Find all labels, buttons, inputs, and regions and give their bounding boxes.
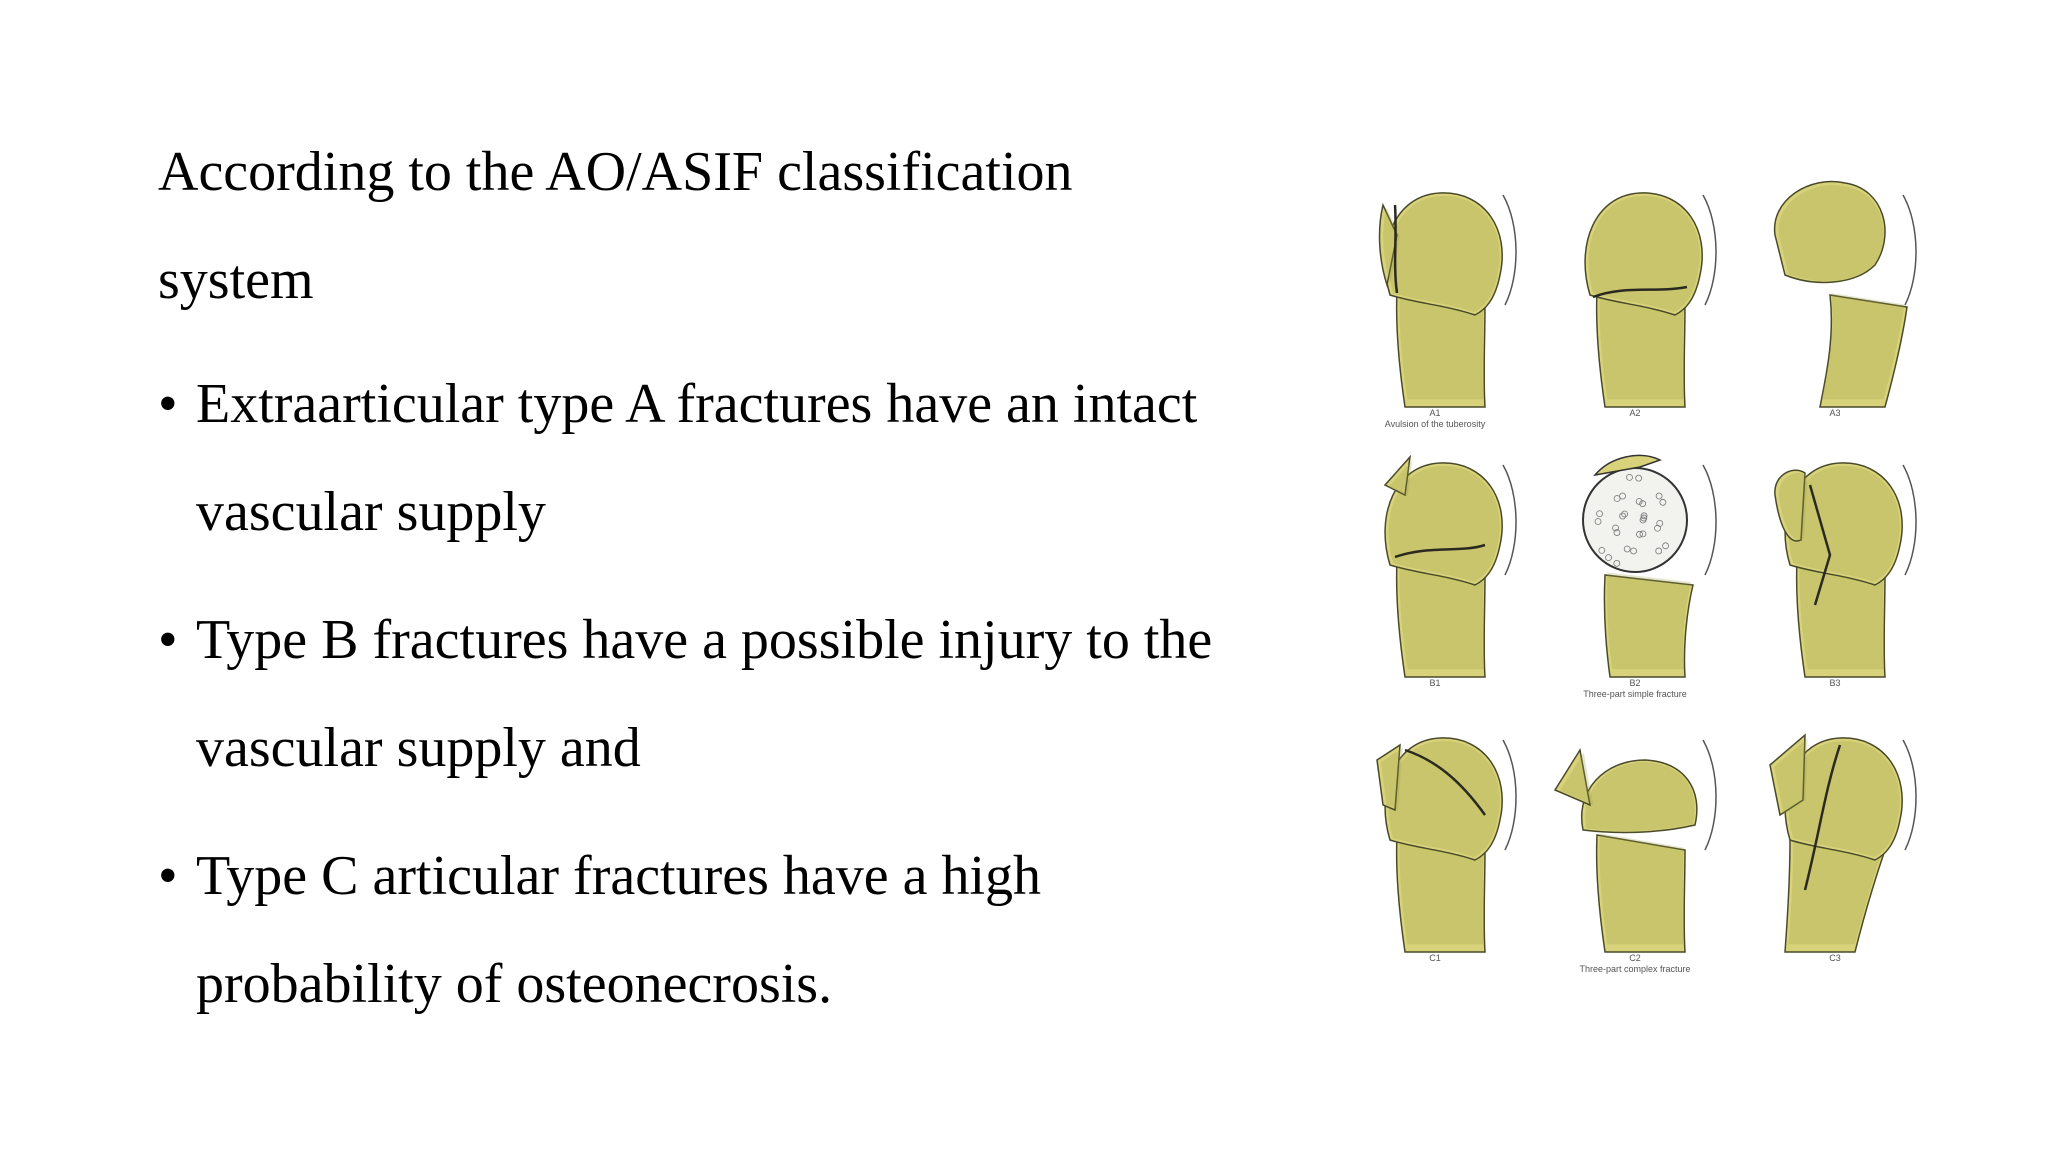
intro-line-2: system	[158, 249, 314, 311]
bullet-type-c	[158, 822, 1318, 1038]
humeral-head-fragment	[1583, 468, 1687, 572]
fracture-classification-figure	[1335, 175, 1935, 995]
fracture-code-label: B2	[1629, 678, 1641, 688]
fracture-code-label: B1	[1429, 678, 1441, 688]
fracture-type-c3	[1735, 720, 1935, 985]
joint-capsule-line	[1903, 195, 1916, 305]
bullet-line-2: vascular supply and	[196, 717, 641, 779]
bullet-marker: •	[158, 845, 178, 907]
bullet-line-1: Type B fractures have a possible injury to the	[196, 609, 1213, 671]
humerus-illustration	[1535, 445, 1735, 685]
bullet-type-a	[158, 350, 1318, 566]
joint-capsule-line	[1503, 465, 1516, 575]
bone-shading	[1600, 833, 1684, 944]
fracture-type-a3	[1735, 175, 1935, 440]
intro-paragraph	[158, 118, 1318, 334]
bone-shading	[1779, 473, 1808, 540]
fracture-type-b3	[1735, 445, 1935, 710]
fracture-code-label: A3	[1829, 408, 1841, 418]
joint-capsule-line	[1703, 465, 1716, 575]
humerus-illustration	[1335, 720, 1535, 960]
fracture-caption: Three-part simple fracture	[1583, 689, 1687, 699]
fracture-code-label: A1	[1429, 408, 1441, 418]
humerus-illustration	[1335, 445, 1535, 685]
joint-capsule-line	[1903, 740, 1916, 850]
joint-capsule-line	[1703, 195, 1716, 305]
humerus-illustration	[1735, 445, 1935, 685]
fracture-caption: Three-part complex fracture	[1579, 964, 1691, 974]
bullet-line-2: probability of osteonecrosis.	[196, 953, 833, 1015]
fracture-code-label: C1	[1429, 953, 1441, 963]
fracture-type-b1	[1335, 445, 1535, 710]
intro-line-1: According to the AO/ASIF classification	[158, 141, 1073, 203]
fracture-type-b2	[1535, 445, 1735, 710]
humerus-illustration	[1735, 720, 1935, 960]
fracture-type-c1	[1335, 720, 1535, 985]
bullet-list	[158, 350, 1318, 1038]
fracture-type-c2	[1535, 720, 1735, 985]
bone-shading	[1822, 293, 1905, 399]
bone-shading	[1389, 741, 1500, 857]
bullet-marker: •	[158, 373, 178, 435]
fracture-caption: Avulsion of the tuberosity	[1384, 419, 1486, 429]
humerus-illustration	[1335, 175, 1535, 415]
humerus-illustration	[1535, 175, 1735, 415]
humerus-illustration	[1535, 720, 1735, 960]
fracture-type-a2	[1535, 175, 1735, 440]
bone-shading	[1779, 185, 1884, 281]
joint-capsule-line	[1503, 740, 1516, 850]
fracture-type-a1	[1335, 175, 1535, 440]
bone-shading	[1589, 196, 1700, 312]
bullet-line-2: vascular supply	[196, 481, 546, 543]
joint-capsule-line	[1503, 195, 1516, 305]
bullet-line-1: Extraarticular type A fractures have an intact	[196, 373, 1198, 435]
bullet-line-1: Type C articular fractures have a high	[196, 845, 1042, 907]
bone-shading	[1607, 573, 1691, 670]
fracture-code-label: A2	[1629, 408, 1641, 418]
bone-shading	[1389, 196, 1500, 312]
humerus-illustration	[1735, 175, 1935, 415]
slide-text	[158, 118, 1318, 1058]
fracture-code-label: C3	[1829, 953, 1841, 963]
fracture-code-label: B3	[1829, 678, 1841, 688]
joint-capsule-line	[1903, 465, 1916, 575]
joint-capsule-line	[1703, 740, 1716, 850]
fracture-code-label: C2	[1629, 953, 1641, 963]
bullet-type-b	[158, 586, 1318, 802]
bullet-marker: •	[158, 609, 178, 671]
